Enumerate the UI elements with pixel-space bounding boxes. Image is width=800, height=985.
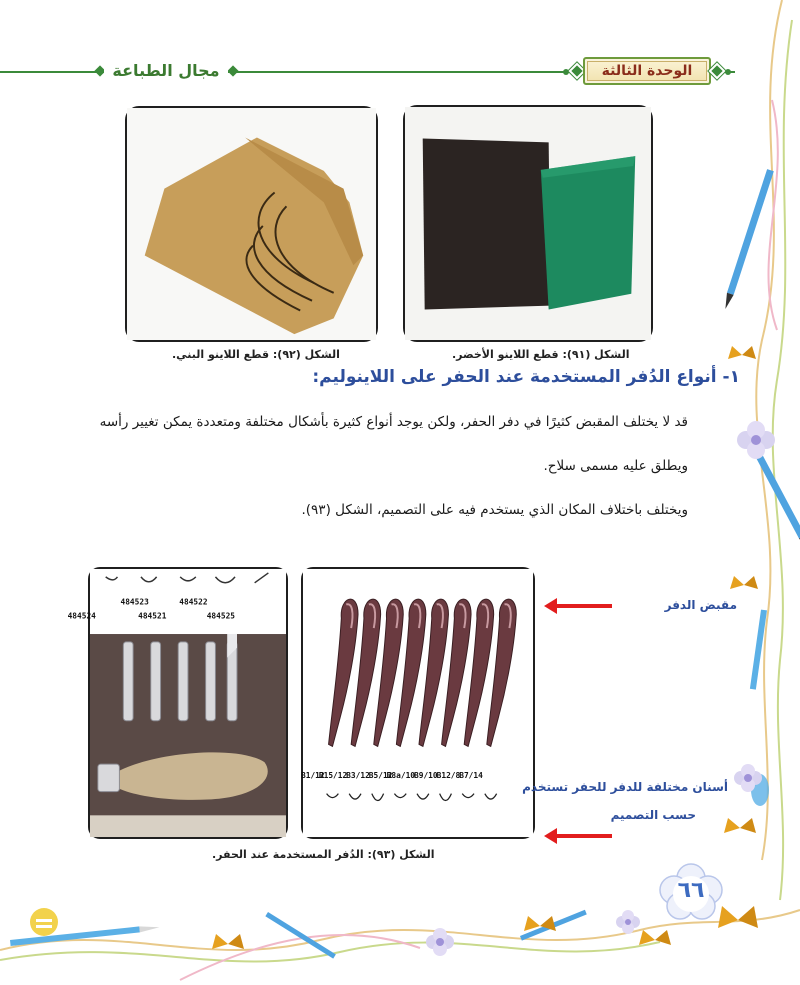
tool-code: B9/10 <box>414 770 438 780</box>
caption-fig93: الشكل (٩٣): الدُفر المستخدمة عند الحفر. <box>212 848 435 861</box>
set-code: 484524 <box>67 611 96 621</box>
label-handle: مقبض الدفر <box>664 598 737 612</box>
label-tips-line1: أسنان مختلفة للدفر للحفر تستخدم <box>522 780 728 794</box>
tool-code: B8a/10 <box>386 770 416 780</box>
flower-icon <box>737 421 775 459</box>
set-code: 484525 <box>206 611 236 621</box>
logo-icon <box>30 908 58 936</box>
photo-gouge-tools <box>301 567 535 839</box>
tool-code: B15/12 <box>318 770 348 780</box>
arrow-left-icon <box>556 834 612 838</box>
butterfly-icon <box>728 346 756 359</box>
section-heading: ١- أنواع الدُفر المستخدمة عند الحفر على اللاينوليم: <box>312 367 740 387</box>
paragraph: ويختلف باختلاف المكان الذي يستخدم فيه على التصميم، الشكل (٩٣). <box>301 502 688 518</box>
set-code: 484521 <box>138 611 167 621</box>
photo-green-linoleum <box>403 105 653 342</box>
butterfly-icon <box>212 934 244 949</box>
tool-code: B5/12 <box>368 770 393 780</box>
unit-badge <box>571 55 723 87</box>
butterfly-icon <box>724 818 756 833</box>
tool-code: B3/12 <box>346 770 370 780</box>
photo-lino-cutter-set <box>67 567 288 839</box>
tool-code: B12/8 <box>436 770 461 780</box>
caption-fig91: الشكل (٩١): قطع اللاينو الأخضر. <box>452 348 630 361</box>
paragraph-line: ويطلق عليه مسمى سلاح. <box>543 458 688 474</box>
tool-code: B1/12 <box>300 770 325 780</box>
butterfly-icon <box>730 576 758 589</box>
page-number: ٦٦ <box>677 878 705 903</box>
header-ornament <box>227 65 238 76</box>
caption-fig92: الشكل (٩٢): قطع اللاينو البني. <box>172 348 340 361</box>
decorative-border <box>722 0 800 985</box>
label-tips-line2: حسب التصميم <box>610 808 696 822</box>
decorative-footer <box>0 880 800 985</box>
butterfly-icon <box>718 906 758 928</box>
section-title: مجال الطباعة <box>104 58 228 84</box>
paragraph-line: قد لا يختلف المقبض كثيرًا في دفر الحفر، ولكن يوجد أنواع كثيرة بأشكال مختلفة ومتعددة يمكن تغيير رأسه <box>99 414 688 430</box>
tool-code: B7/14 <box>459 770 483 780</box>
set-code: 484523 <box>120 597 149 607</box>
unit-label: الوحدة الثالثة <box>601 63 693 79</box>
photo-brown-linoleum <box>125 106 378 342</box>
set-code: 484522 <box>179 597 208 607</box>
arrow-left-icon <box>556 604 612 608</box>
unit-plate <box>583 57 711 85</box>
